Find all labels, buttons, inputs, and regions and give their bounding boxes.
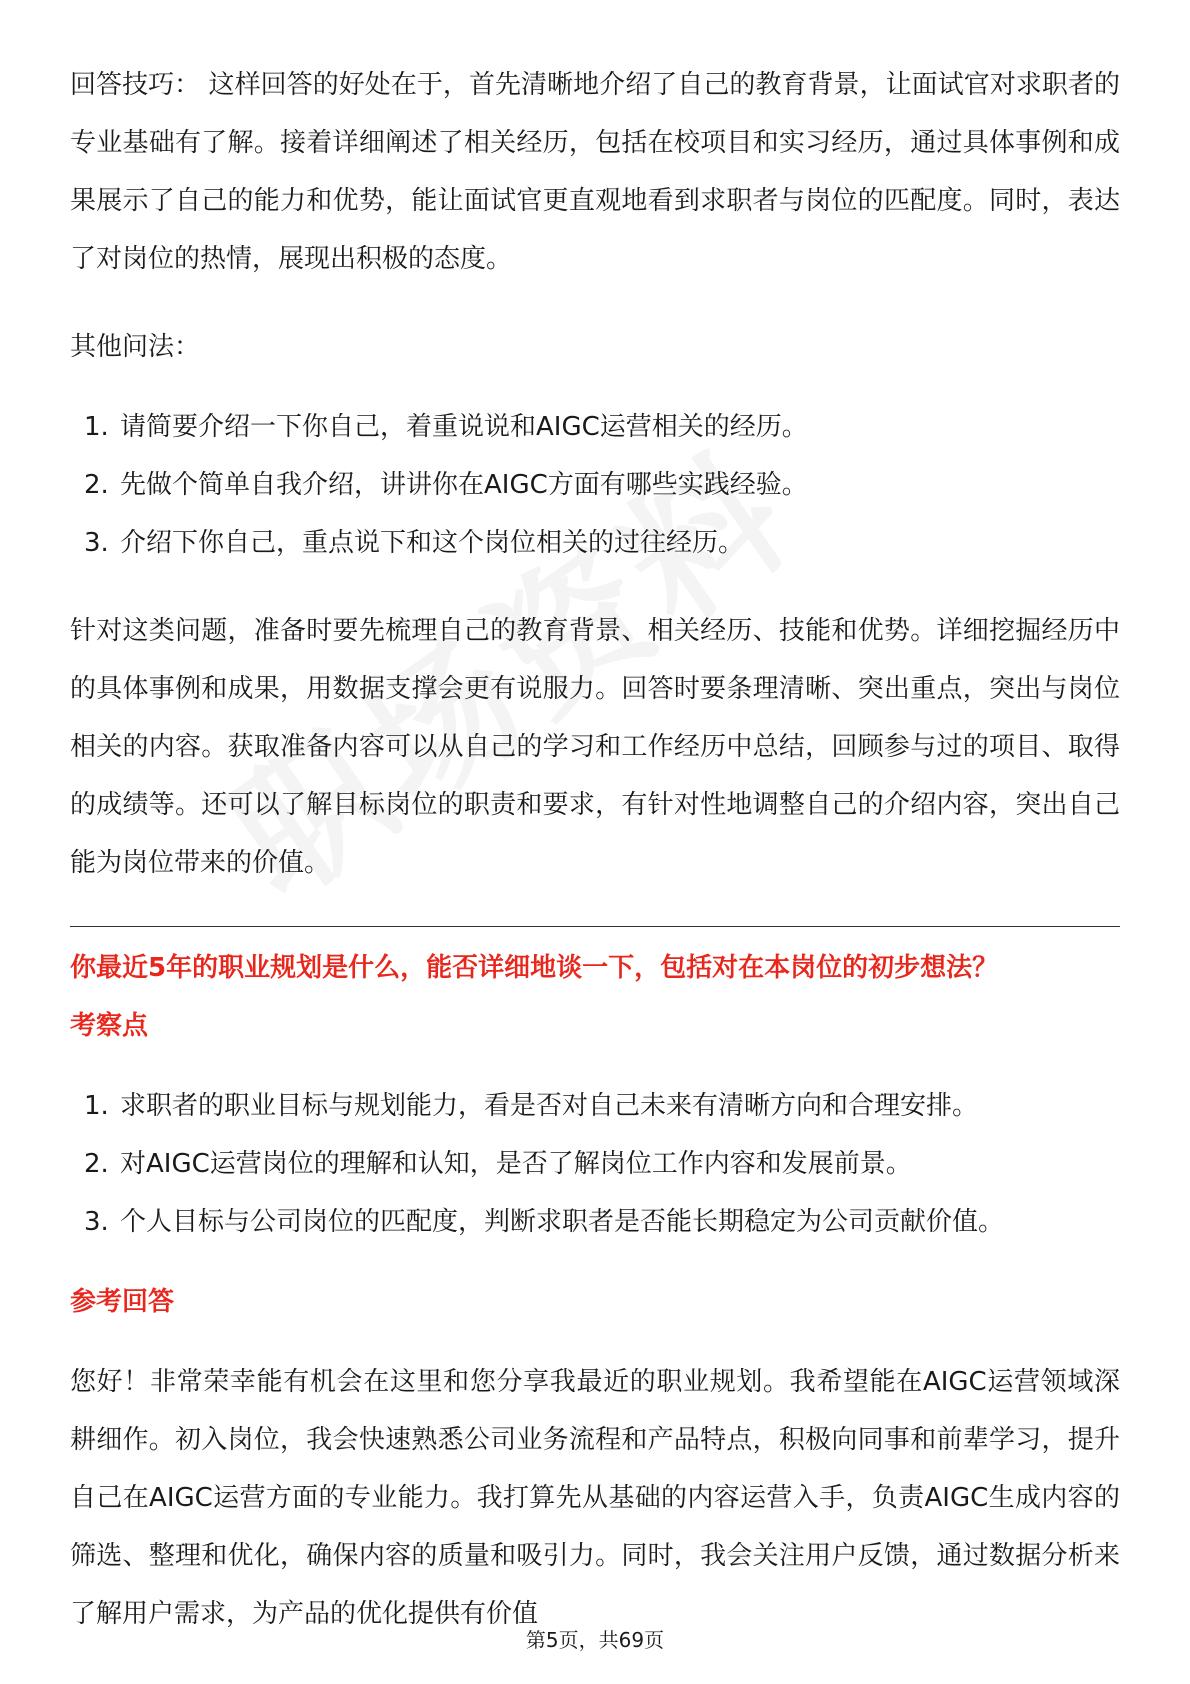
answer-tips-paragraph: 回答技巧： 这样回答的好处在于，首先清晰地介绍了自己的教育背景，让面试官对求职者的专业基础有了解。接着详细阐述了相关经历，包括在校项目和实习经历，通过具体事例和成果展示了自己的能力和优势，能让面试官更直观地看到求职者与岗位的匹配度。同时，表达了对岗位的热情，展现出积极的态度。 [70, 70, 1120, 274]
list-item: 1. 求职者的职业目标与规划能力，看是否对自己未来有清晰方向和合理安排。 [84, 1091, 979, 1121]
list-item: 2. 先做个简单自我介绍，讲讲你在AIGC方面有哪些实践经验。 [84, 470, 808, 500]
assessment-points-list [70, 1077, 1120, 1251]
other-questions-list [70, 398, 1120, 572]
list-item: 3. 个人目标与公司岗位的匹配度，判断求职者是否能长期稳定为公司贡献价值。 [84, 1207, 1005, 1237]
preparation-paragraph: 针对这类问题，准备时要先梳理自己的教育背景、相关经历、技能和优势。详细挖掘经历中的具体事例和成果，用数据支撑会更有说服力。回答时要条理清晰、突出重点，突出与岗位相关的内容。获取准备内容可以从自己的学习和工作经历中总结，回顾参与过的项目、取得的成绩等。还可以了解目标岗位的职责和要求，有针对性地调整自己的介绍内容，突出自己能为岗位带来的价值。 [70, 616, 1120, 878]
section-divider [70, 926, 1120, 927]
list-item: 2. 对AIGC运营岗位的理解和认知，是否了解岗位工作内容和发展前景。 [84, 1149, 912, 1179]
assessment-heading: 考察点 [70, 1011, 149, 1041]
page-content [70, 56, 1120, 1643]
other-questions-label: 其他问法： [70, 332, 201, 362]
list-item: 3. 介绍下你自己，重点说下和这个岗位相关的过往经历。 [84, 528, 745, 558]
reference-answer-heading: 参考回答 [70, 1287, 175, 1317]
page-number-footer: 第5页，共69页 [525, 1628, 665, 1652]
reference-answer-paragraph: 您好！非常荣幸能有机会在这里和您分享我最近的职业规划。我希望能在AIGC运营领域深耕细作。初入岗位，我会快速熟悉公司业务流程和产品特点，积极向同事和前辈学习，提升自己在AIGC运营方面的专业能力。我打算先从基础的内容运营入手，负责AIGC生成内容的筛选、整理和优化，确保内容的质量和吸引力。同时，我会关注用户反馈，通过数据分析来了解用户需求，为产品的优化提供有价值 [70, 1367, 1120, 1629]
interview-question: 你最近5年的职业规划是什么，能否详细地谈一下，包括对在本岗位的初步想法？ [70, 953, 999, 983]
list-item: 1. 请简要介绍一下你自己，着重说说和AIGC运营相关的经历。 [84, 412, 808, 442]
